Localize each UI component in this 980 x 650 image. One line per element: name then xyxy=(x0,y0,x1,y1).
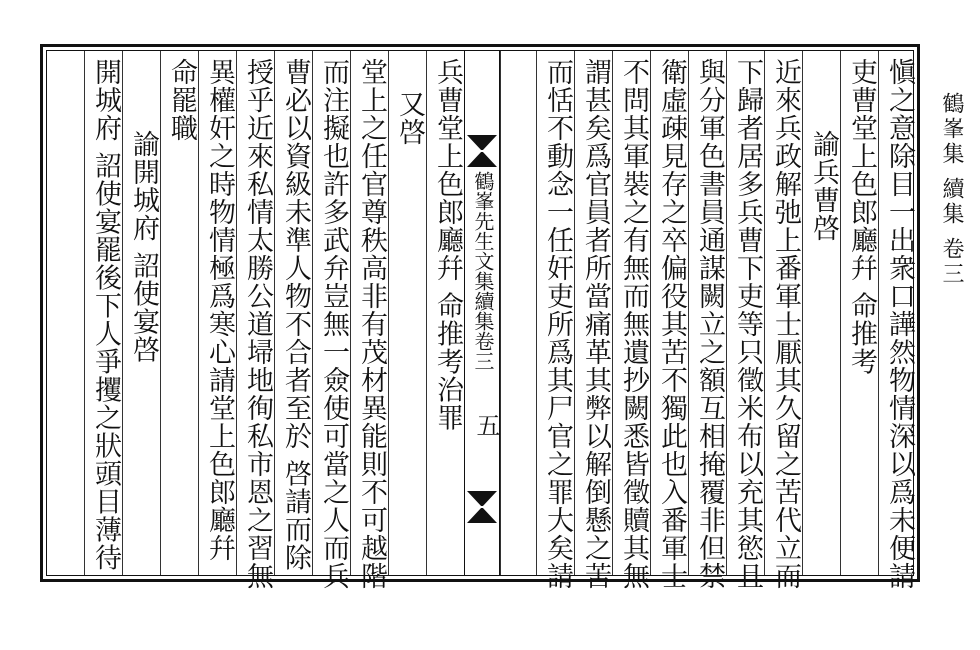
column-rule xyxy=(536,51,537,575)
text-column: 下歸者居多兵曹下吏等只徵米布以充其慾且 xyxy=(732,58,763,590)
text-column: 而注擬也許多武弁豈無一僉使可當之人而兵 xyxy=(318,58,349,590)
text-column: 近來兵政解弛上番軍士厭其久留之苦代立而 xyxy=(770,58,801,590)
text-column: 堂上之任官尊秩高非有茂材異能則不可越階 xyxy=(356,58,387,590)
text-column: 異權奸之時物情極爲寒心請堂上色郎廳幷 xyxy=(204,58,235,562)
fish-tail-ornament-icon xyxy=(465,131,499,171)
text-column: 命罷職 xyxy=(166,58,197,142)
text-column: 又啓 xyxy=(394,90,425,146)
text-column: 與分軍色書員通謀闕立之額互相掩覆非但禁 xyxy=(694,58,725,590)
text-column: 謂甚矣爲官員者所當痛革其弊以解倒懸之苦 xyxy=(580,58,611,590)
text-column: 諭開城府 詔使宴啓 xyxy=(128,130,159,364)
column-rule xyxy=(84,51,85,575)
text-column: 不問其軍裝之有無而無遺抄闕悉皆徵贖其無 xyxy=(618,58,649,590)
text-column: 愼之意除目一出衆口譁然物情深以爲未便請 xyxy=(884,58,915,590)
page-number: 五 xyxy=(472,413,500,437)
text-column: 衛虛疎見存之卒偏役其苦不獨此也入番軍士 xyxy=(656,58,687,590)
fish-tail-ornament-icon xyxy=(465,487,499,527)
center-band xyxy=(464,51,500,575)
center-title: 鶴峯先生文集續集卷三 xyxy=(471,171,495,371)
text-column: 而恬不動念一任奸吏所爲其尸官之罪大矣請 xyxy=(542,58,573,590)
text-column: 兵曹堂上色郎廳幷 命推考治罪 xyxy=(432,58,463,432)
text-column: 曹必以資級未準人物不合者至於 啓請而除 xyxy=(280,58,311,572)
text-column: 授乎近來私情太勝公道埽地徇私市恩之習無 xyxy=(242,58,273,590)
running-title: 鶴峯集 續集 卷三 xyxy=(939,92,964,287)
column-rule xyxy=(500,51,501,575)
text-column: 吏曹堂上色郎廳幷 命推考 xyxy=(846,58,877,376)
text-column: 諭兵曹啓 xyxy=(808,130,839,242)
text-column: 開城府 詔使宴罷後下人爭攫之狀頭目薄待 xyxy=(90,58,121,572)
